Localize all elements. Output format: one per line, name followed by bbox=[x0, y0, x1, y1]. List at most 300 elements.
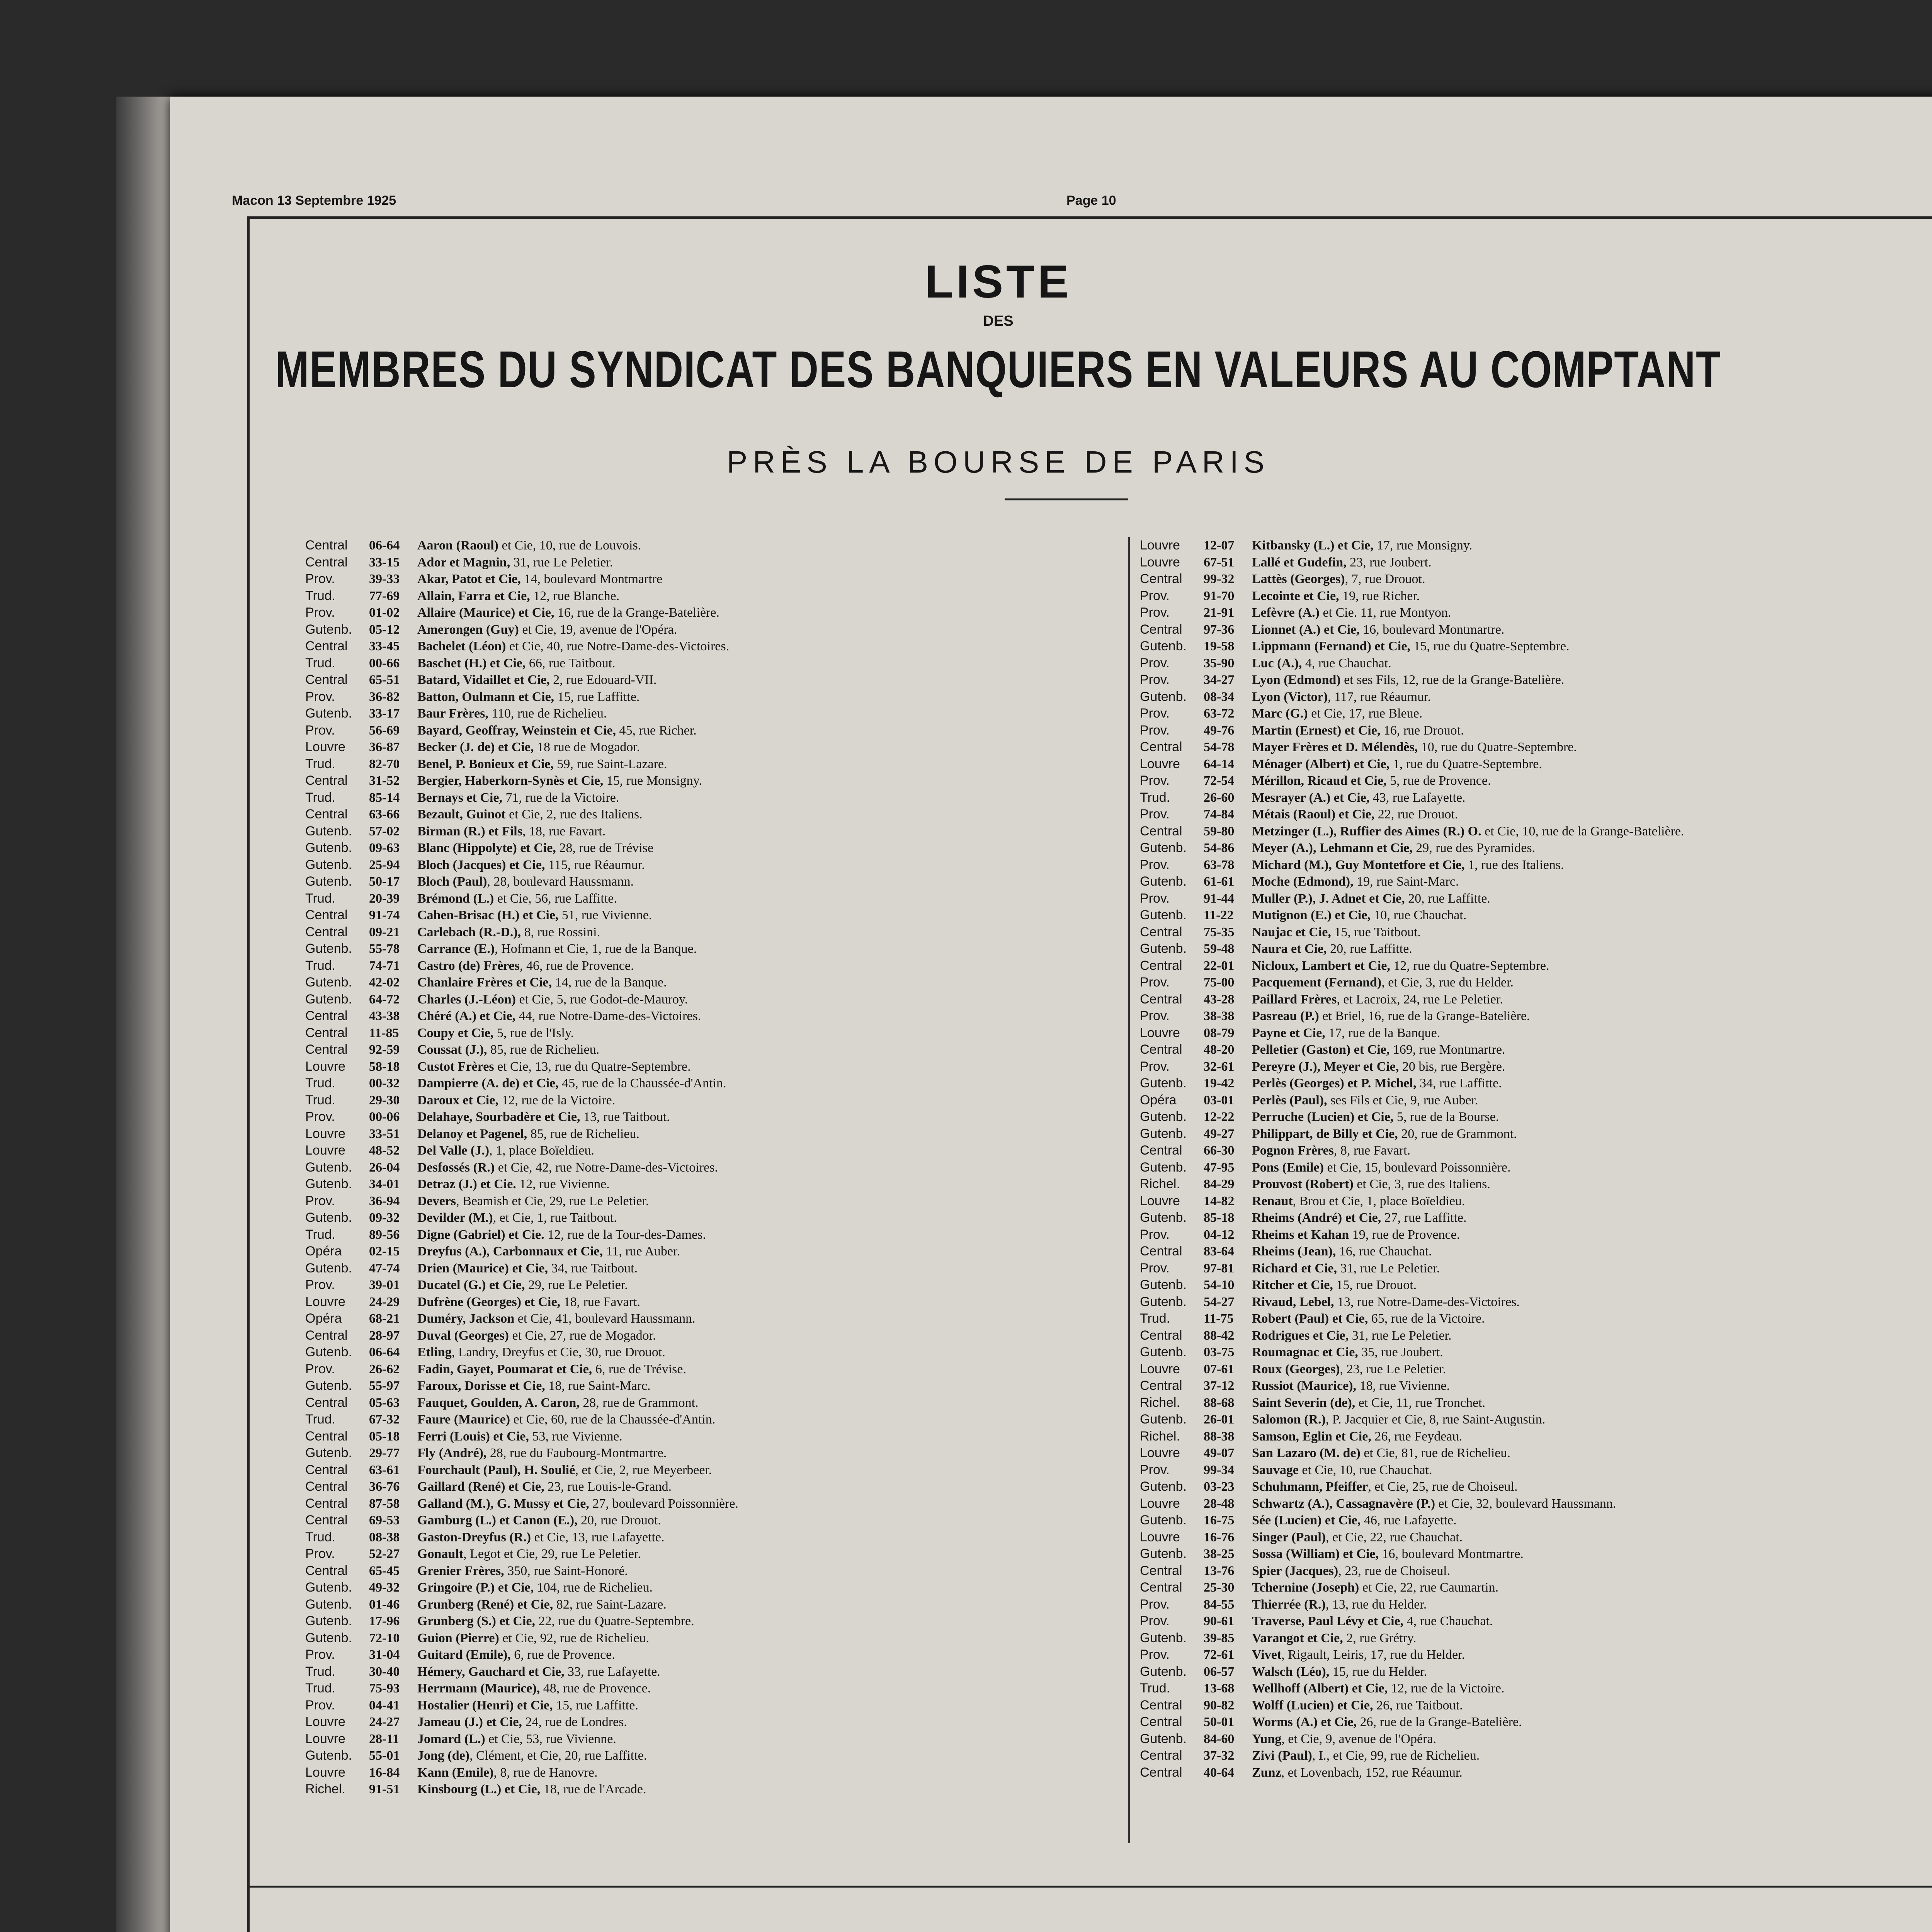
member-entry bbox=[1252, 1680, 1505, 1697]
member-phone-number: 09-21 bbox=[369, 925, 400, 939]
member-entry bbox=[1252, 1226, 1460, 1243]
member-phone-number: 49-32 bbox=[369, 1580, 400, 1595]
member-phone-number: 49-76 bbox=[1204, 723, 1235, 738]
member-phone-number: 88-68 bbox=[1204, 1395, 1235, 1410]
member-name: Varangot et Cie, bbox=[1252, 1631, 1343, 1645]
member-row bbox=[1140, 974, 1684, 991]
member-entry bbox=[417, 789, 619, 806]
member-name: Allain, Farra et Cie, bbox=[417, 588, 530, 603]
member-name: Fauquet, Goulden, A. Caron, bbox=[417, 1395, 580, 1410]
member-phone-number: 11-22 bbox=[1204, 908, 1234, 922]
member-name: Herrmann (Maurice), bbox=[417, 1681, 540, 1696]
member-name: Paillard Frères bbox=[1252, 992, 1337, 1007]
member-entry bbox=[1252, 1126, 1517, 1143]
member-row bbox=[1140, 1714, 1684, 1731]
member-entry bbox=[1252, 1630, 1416, 1647]
member-name: Ritcher et Cie, bbox=[1252, 1278, 1333, 1292]
member-address: et Cie, 13, rue du Quatre-Septembre. bbox=[494, 1059, 691, 1074]
member-row bbox=[1140, 1630, 1684, 1647]
member-row bbox=[305, 1041, 738, 1058]
member-address: 22, rue du Quatre-Septembre. bbox=[535, 1614, 694, 1628]
member-name: Pelletier (Gaston) et Cie, bbox=[1252, 1043, 1390, 1057]
member-phone-number: 00-66 bbox=[369, 656, 400, 670]
member-address: 16, boulevard Montmartre. bbox=[1379, 1547, 1524, 1561]
member-name: Pognon Frères bbox=[1252, 1143, 1334, 1158]
member-row bbox=[1140, 789, 1684, 806]
member-row bbox=[1140, 672, 1684, 689]
member-entry bbox=[417, 1646, 615, 1663]
member-name: Roumagnac et Cie, bbox=[1252, 1345, 1358, 1359]
member-exchange: Prov. bbox=[1140, 1462, 1170, 1477]
member-entry bbox=[1252, 974, 1514, 991]
member-exchange: Trud. bbox=[1140, 1681, 1170, 1696]
member-entry bbox=[1252, 1747, 1480, 1764]
member-phone-number: 34-01 bbox=[369, 1177, 400, 1191]
member-entry bbox=[417, 655, 616, 672]
member-entry bbox=[417, 1142, 594, 1159]
member-exchange: Central bbox=[1140, 571, 1182, 586]
member-entry bbox=[417, 1764, 597, 1781]
member-row bbox=[305, 1025, 738, 1042]
member-exchange: Louvre bbox=[1140, 1529, 1180, 1544]
member-phone-number: 90-61 bbox=[1204, 1614, 1235, 1628]
member-address: 2, rue Edouard-VII. bbox=[549, 673, 657, 687]
member-phone-number: 13-76 bbox=[1204, 1563, 1235, 1578]
member-entry bbox=[417, 1781, 646, 1798]
member-phone-number: 99-32 bbox=[1204, 572, 1235, 586]
member-address: 12, rue de la Tour-des-Dames. bbox=[544, 1227, 706, 1242]
member-row bbox=[1140, 621, 1684, 638]
member-exchange: Louvre bbox=[305, 740, 345, 754]
member-exchange: Gutenb. bbox=[1140, 1277, 1187, 1292]
member-address: 18, rue Favart. bbox=[560, 1294, 640, 1309]
member-phone-number: 59-80 bbox=[1204, 824, 1235, 838]
member-address: 24, rue de Londres. bbox=[522, 1715, 627, 1729]
member-name: Akar, Patot et Cie, bbox=[417, 572, 521, 586]
member-address: 11, rue Auber. bbox=[603, 1244, 680, 1259]
member-address: 43, rue Lafayette. bbox=[1369, 790, 1466, 805]
member-entry bbox=[417, 1277, 628, 1294]
member-row bbox=[305, 655, 738, 672]
member-exchange: Prov. bbox=[305, 1546, 335, 1561]
member-row bbox=[305, 1646, 738, 1663]
member-name: Digne (Gabriel) et Cie. bbox=[417, 1227, 544, 1242]
member-row bbox=[305, 1512, 738, 1529]
member-exchange: Prov. bbox=[1140, 1614, 1170, 1628]
member-exchange: Gutenb. bbox=[305, 1378, 352, 1393]
member-phone-number: 29-30 bbox=[369, 1093, 400, 1107]
member-exchange: Trud. bbox=[305, 1681, 336, 1696]
member-entry bbox=[1252, 1344, 1443, 1361]
member-address: , 8, rue de Hanovre. bbox=[493, 1765, 598, 1780]
member-exchange: Richel. bbox=[305, 1782, 345, 1796]
member-row bbox=[1140, 1378, 1684, 1395]
member-name: Coupy et Cie, bbox=[417, 1026, 494, 1040]
member-phone-number: 47-95 bbox=[1204, 1160, 1235, 1175]
member-name: Pacquement (Fernand) bbox=[1252, 975, 1382, 990]
member-exchange: Prov. bbox=[1140, 706, 1170, 721]
member-address: , et Cie, 22, rue Chauchat. bbox=[1326, 1530, 1463, 1544]
member-exchange: Central bbox=[1140, 823, 1182, 838]
member-row bbox=[305, 1579, 738, 1596]
member-row bbox=[305, 940, 738, 957]
member-phone-number: 31-04 bbox=[369, 1648, 400, 1662]
member-phone-number: 88-42 bbox=[1204, 1328, 1235, 1343]
title-membres: MEMBRES DU SYNDICAT DES BANQUIERS EN VALEURS AU COMPTANT bbox=[275, 341, 1721, 398]
member-name: Lyon (Edmond) bbox=[1252, 673, 1341, 687]
member-entry bbox=[417, 1512, 661, 1529]
member-address: 2, rue Grétry. bbox=[1343, 1631, 1417, 1645]
member-address: , Beamish et Cie, 29, rue Le Peletier. bbox=[456, 1194, 649, 1208]
member-entry bbox=[1252, 823, 1684, 840]
member-entry bbox=[1252, 705, 1422, 722]
member-address: 5, rue de la Bourse. bbox=[1393, 1110, 1499, 1124]
member-phone-number: 87-58 bbox=[369, 1496, 400, 1511]
member-entry bbox=[417, 705, 607, 722]
member-exchange: Prov. bbox=[1140, 807, 1170, 821]
member-address: 12, rue Blanche. bbox=[530, 588, 620, 603]
member-address: 44, rue Notre-Dame-des-Victoires. bbox=[515, 1009, 701, 1023]
member-row bbox=[305, 1428, 738, 1445]
member-address: 104, rue de Richelieu. bbox=[534, 1580, 653, 1595]
member-phone-number: 74-71 bbox=[369, 958, 400, 973]
member-exchange: Central bbox=[305, 1042, 348, 1057]
member-address: 15, rue Drouot. bbox=[1333, 1278, 1417, 1292]
member-exchange: Central bbox=[305, 1009, 348, 1023]
member-name: Dreyfus (A.), Carbonnaux et Cie, bbox=[417, 1244, 603, 1259]
member-row bbox=[305, 890, 738, 907]
member-row bbox=[1140, 1428, 1684, 1445]
member-entry bbox=[417, 1563, 628, 1580]
member-entry bbox=[417, 537, 641, 554]
member-entry bbox=[1252, 1109, 1499, 1126]
member-phone-number: 48-52 bbox=[369, 1143, 400, 1158]
member-name: Bloch (Paul) bbox=[417, 874, 487, 889]
member-address: et Cie, 3, rue des Italiens. bbox=[1353, 1177, 1490, 1191]
member-name: Samson, Eglin et Cie, bbox=[1252, 1429, 1371, 1444]
member-name: Ferri (Louis) et Cie, bbox=[417, 1429, 529, 1444]
member-exchange: Central bbox=[1140, 1378, 1182, 1393]
member-name: Rodrigues et Cie, bbox=[1252, 1328, 1349, 1343]
member-entry bbox=[417, 1209, 617, 1226]
member-exchange: Louvre bbox=[1140, 538, 1180, 553]
member-row bbox=[305, 689, 738, 706]
member-phone-number: 97-81 bbox=[1204, 1261, 1235, 1276]
member-name: Drien (Maurice) et Cie, bbox=[417, 1261, 548, 1276]
member-row bbox=[305, 1663, 738, 1680]
member-exchange: Central bbox=[1140, 958, 1182, 973]
member-entry bbox=[417, 1008, 701, 1025]
member-address: 31, rue Le Peletier. bbox=[510, 555, 613, 570]
member-name: Chanlaire Frères et Cie, bbox=[417, 975, 552, 990]
member-entry bbox=[417, 1697, 638, 1714]
member-exchange: Central bbox=[305, 807, 348, 821]
member-exchange: Prov. bbox=[1140, 672, 1170, 687]
member-row bbox=[305, 1092, 738, 1109]
member-address: 14, rue de la Banque. bbox=[552, 975, 667, 990]
member-entry bbox=[1252, 1697, 1463, 1714]
member-name: Philippart, de Billy et Cie, bbox=[1252, 1126, 1398, 1141]
member-entry bbox=[1252, 621, 1504, 638]
member-entry bbox=[417, 1663, 660, 1680]
member-name: Wellhoff (Albert) et Cie, bbox=[1252, 1681, 1388, 1696]
member-address: et Cie, 19, avenue de l'Opéra. bbox=[519, 622, 677, 637]
member-name: Detraz (J.) et Cie. bbox=[417, 1177, 516, 1191]
member-row bbox=[305, 705, 738, 722]
member-address: 4, rue Chauchat. bbox=[1403, 1614, 1493, 1628]
member-phone-number: 55-01 bbox=[369, 1748, 400, 1763]
member-name: Gaillard (René) et Cie, bbox=[417, 1480, 544, 1494]
member-entry bbox=[1252, 1327, 1452, 1344]
member-phone-number: 33-45 bbox=[369, 639, 400, 653]
member-entry bbox=[417, 1731, 616, 1748]
member-address: 27, boulevard Poissonnière. bbox=[589, 1496, 739, 1511]
member-phone-number: 65-51 bbox=[369, 673, 400, 687]
member-address: et Cie, 13, rue Lafayette. bbox=[531, 1530, 665, 1544]
member-name: Bayard, Geoffray, Weinstein et Cie, bbox=[417, 723, 616, 738]
member-address: et Cie, 60, rue de la Chaussée-d'Antin. bbox=[510, 1412, 716, 1427]
member-name: Robert (Paul) et Cie, bbox=[1252, 1311, 1368, 1326]
member-row bbox=[1140, 1731, 1684, 1748]
member-name: Grenier Frères, bbox=[417, 1563, 504, 1578]
member-address: 65, rue de la Victoire. bbox=[1368, 1311, 1485, 1326]
member-entry bbox=[1252, 1142, 1410, 1159]
member-row bbox=[305, 1478, 738, 1495]
member-phone-number: 40-64 bbox=[1204, 1765, 1235, 1780]
member-phone-number: 33-15 bbox=[369, 555, 400, 570]
member-phone-number: 48-20 bbox=[1204, 1043, 1235, 1057]
member-exchange: Prov. bbox=[305, 571, 335, 586]
member-phone-number: 31-52 bbox=[369, 774, 400, 788]
member-phone-number: 33-17 bbox=[369, 706, 400, 721]
member-row bbox=[305, 1226, 738, 1243]
member-row bbox=[305, 1445, 738, 1462]
member-exchange: Trud. bbox=[305, 891, 336, 906]
member-exchange: Richel. bbox=[1140, 1395, 1180, 1410]
member-address: et Cie, 10, rue de Louvois. bbox=[498, 538, 641, 553]
member-name: Russiot (Maurice), bbox=[1252, 1379, 1357, 1393]
member-phone-number: 83-64 bbox=[1204, 1244, 1235, 1259]
member-exchange: Gutenb. bbox=[305, 1748, 352, 1763]
member-entry bbox=[417, 1176, 610, 1193]
member-exchange: Gutenb. bbox=[305, 1630, 352, 1645]
member-name: Lallé et Gudefin, bbox=[1252, 555, 1347, 570]
member-name: Vivet bbox=[1252, 1648, 1282, 1662]
member-address: 15, rue Taitbout. bbox=[1331, 925, 1421, 939]
member-entry bbox=[417, 1411, 715, 1428]
member-exchange: Prov. bbox=[1140, 773, 1170, 788]
member-address: 29, rue des Pyramides. bbox=[1412, 841, 1536, 855]
member-address: 16, rue Chauchat. bbox=[1336, 1244, 1432, 1259]
member-entry bbox=[417, 940, 697, 957]
member-exchange: Prov. bbox=[1140, 857, 1170, 872]
member-name: Schwartz (A.), Cassagnavère (P.) bbox=[1252, 1496, 1435, 1511]
member-exchange: Gutenb. bbox=[305, 992, 352, 1007]
member-address: 12, rue de la Victoire. bbox=[498, 1093, 616, 1107]
member-name: Guitard (Emile), bbox=[417, 1648, 511, 1662]
member-entry bbox=[1252, 638, 1570, 655]
member-phone-number: 16-75 bbox=[1204, 1513, 1235, 1527]
member-exchange: Central bbox=[1140, 1714, 1182, 1729]
member-name: Batard, Vidaillet et Cie, bbox=[417, 673, 550, 687]
member-exchange: Prov. bbox=[1140, 588, 1170, 603]
member-address: 12, rue de la Victoire. bbox=[1388, 1681, 1505, 1696]
member-row bbox=[1140, 588, 1684, 605]
member-entry bbox=[1252, 1445, 1510, 1462]
member-row bbox=[1140, 1579, 1684, 1596]
member-entry bbox=[1252, 1579, 1498, 1596]
member-exchange: Gutenb. bbox=[1140, 941, 1187, 956]
member-phone-number: 77-69 bbox=[369, 588, 400, 603]
member-row bbox=[305, 1260, 738, 1277]
member-address: , Legot et Cie, 29, rue Le Peletier. bbox=[463, 1547, 641, 1561]
member-exchange: Prov. bbox=[305, 1647, 335, 1662]
member-exchange: Prov. bbox=[1140, 1597, 1170, 1612]
member-phone-number: 00-32 bbox=[369, 1076, 400, 1090]
member-address: 5, rue de l'Isly. bbox=[493, 1026, 574, 1040]
member-name: Del Valle (J.) bbox=[417, 1143, 490, 1158]
member-name: Daroux et Cie, bbox=[417, 1093, 498, 1107]
member-entry bbox=[417, 1378, 651, 1395]
member-row bbox=[1140, 1646, 1684, 1663]
member-row bbox=[1140, 722, 1684, 739]
member-name: Bernays et Cie, bbox=[417, 790, 503, 805]
member-row bbox=[305, 772, 738, 789]
member-address: , Hofmann et Cie, 1, rue de la Banque. bbox=[495, 942, 697, 956]
member-address: 26, rue Taitbout. bbox=[1373, 1698, 1463, 1713]
member-entry bbox=[417, 1495, 738, 1512]
member-phone-number: 63-61 bbox=[369, 1463, 400, 1477]
member-phone-number: 02-15 bbox=[369, 1244, 400, 1259]
member-name: Martin (Ernest) et Cie, bbox=[1252, 723, 1381, 738]
member-address: 169, rue Montmartre. bbox=[1389, 1043, 1505, 1057]
member-address: et Briel, 16, rue de la Grange-Batelière. bbox=[1319, 1009, 1530, 1023]
member-address: 45, rue Richer. bbox=[616, 723, 697, 738]
member-phone-number: 26-60 bbox=[1204, 790, 1235, 805]
member-name: Duméry, Jackson bbox=[417, 1311, 515, 1326]
member-address: 82, rue Saint-Lazare. bbox=[553, 1597, 667, 1612]
member-entry bbox=[1252, 991, 1503, 1008]
member-row bbox=[1140, 907, 1684, 924]
member-exchange: Gutenb. bbox=[305, 706, 352, 721]
member-exchange: Opéra bbox=[1140, 1092, 1177, 1107]
member-phone-number: 99-34 bbox=[1204, 1463, 1235, 1477]
member-name: Michard (M.), Guy Montetfore et Cie, bbox=[1252, 857, 1465, 872]
member-exchange: Trud. bbox=[305, 1412, 336, 1427]
member-address: et Cie. 11, rue Montyon. bbox=[1319, 605, 1451, 620]
member-name: Aaron (Raoul) bbox=[417, 538, 498, 553]
member-name: Perruche (Lucien) et Cie, bbox=[1252, 1110, 1394, 1124]
member-row bbox=[1140, 1260, 1684, 1277]
member-address: et Cie, 56, rue Laffitte. bbox=[494, 891, 617, 906]
member-name: Marc (G.) bbox=[1252, 706, 1308, 721]
member-phone-number: 47-74 bbox=[369, 1261, 400, 1276]
member-row bbox=[305, 924, 738, 941]
member-address: 31, rue Le Peletier. bbox=[1349, 1328, 1452, 1343]
member-name: Faroux, Dorisse et Cie, bbox=[417, 1379, 545, 1393]
member-phone-number: 65-45 bbox=[369, 1563, 400, 1578]
member-entry bbox=[1252, 722, 1464, 739]
member-name: Carlebach (R.-D.), bbox=[417, 925, 521, 939]
member-address: , P. Jacquier et Cie, 8, rue Saint-Augustin. bbox=[1325, 1412, 1546, 1427]
member-exchange: Louvre bbox=[305, 1731, 345, 1746]
member-address: , Rigault, Leiris, 17, rue du Helder. bbox=[1281, 1648, 1465, 1662]
member-name: Pasreau (P.) bbox=[1252, 1009, 1319, 1023]
member-phone-number: 01-02 bbox=[369, 605, 400, 620]
member-row bbox=[1140, 554, 1684, 571]
members-right-column bbox=[1140, 537, 1684, 1781]
title-bourse: PRÈS LA BOURSE DE PARIS bbox=[726, 445, 1270, 479]
member-exchange: Gutenb. bbox=[1140, 1076, 1187, 1090]
member-phone-number: 74-84 bbox=[1204, 807, 1235, 821]
member-phone-number: 50-01 bbox=[1204, 1715, 1235, 1729]
member-row bbox=[1140, 940, 1684, 957]
member-exchange: Gutenb. bbox=[305, 622, 352, 637]
member-address: , et Cie, 25, rue de Choiseul. bbox=[1368, 1480, 1518, 1494]
member-row bbox=[305, 789, 738, 806]
title-liste: LISTE bbox=[925, 256, 1072, 308]
member-name: Zunz bbox=[1252, 1765, 1281, 1780]
member-address: , 13, rue du Helder. bbox=[1325, 1597, 1427, 1612]
member-exchange: Gutenb. bbox=[305, 941, 352, 956]
member-row bbox=[305, 621, 738, 638]
member-name: Custot Frères bbox=[417, 1059, 494, 1074]
member-name: Hostalier (Henri) et Cie, bbox=[417, 1698, 553, 1713]
member-name: Dufrène (Georges) et Cie, bbox=[417, 1294, 561, 1309]
member-address: 23, rue Joubert. bbox=[1346, 555, 1432, 570]
member-exchange: Trud. bbox=[305, 790, 336, 805]
title-rule bbox=[1005, 498, 1128, 500]
member-phone-number: 97-36 bbox=[1204, 622, 1235, 637]
member-name: Lecointe et Cie, bbox=[1252, 588, 1339, 603]
member-name: Tchernine (Joseph) bbox=[1252, 1580, 1359, 1595]
member-row bbox=[305, 739, 738, 756]
member-phone-number: 04-12 bbox=[1204, 1227, 1235, 1242]
member-address: 20, rue Laffitte. bbox=[1327, 942, 1412, 956]
member-phone-number: 55-97 bbox=[369, 1379, 400, 1393]
member-address: 15, rue Laffitte. bbox=[553, 1698, 638, 1713]
member-phone-number: 36-94 bbox=[369, 1194, 400, 1208]
member-entry bbox=[1252, 1563, 1450, 1580]
member-name: Ménager (Albert) et Cie, bbox=[1252, 757, 1390, 771]
member-row bbox=[1140, 1563, 1684, 1580]
member-row bbox=[305, 857, 738, 874]
member-exchange: Louvre bbox=[305, 1143, 345, 1158]
member-phone-number: 72-54 bbox=[1204, 774, 1235, 788]
member-row bbox=[1140, 772, 1684, 789]
member-exchange: Gutenb. bbox=[305, 857, 352, 872]
member-name: Worms (A.) et Cie, bbox=[1252, 1715, 1357, 1729]
member-entry bbox=[1252, 588, 1420, 605]
member-address: 35, rue Joubert. bbox=[1358, 1345, 1443, 1359]
member-phone-number: 39-85 bbox=[1204, 1631, 1235, 1645]
member-name: Sée (Lucien) et Cie, bbox=[1252, 1513, 1361, 1527]
member-row bbox=[305, 1243, 738, 1260]
member-phone-number: 63-72 bbox=[1204, 706, 1235, 721]
member-name: Benel, P. Bonieux et Cie, bbox=[417, 757, 554, 771]
member-entry bbox=[1252, 840, 1535, 857]
member-entry bbox=[1252, 1546, 1524, 1563]
member-entry bbox=[1252, 1529, 1463, 1546]
member-entry bbox=[417, 857, 645, 874]
member-entry bbox=[417, 1294, 640, 1311]
member-row bbox=[305, 1361, 738, 1378]
member-address: 34, rue Taitbout. bbox=[548, 1261, 638, 1276]
member-address: 4, rue Chauchat. bbox=[1302, 656, 1391, 670]
member-row bbox=[1140, 1310, 1684, 1327]
member-row bbox=[1140, 1495, 1684, 1512]
member-row bbox=[305, 756, 738, 773]
